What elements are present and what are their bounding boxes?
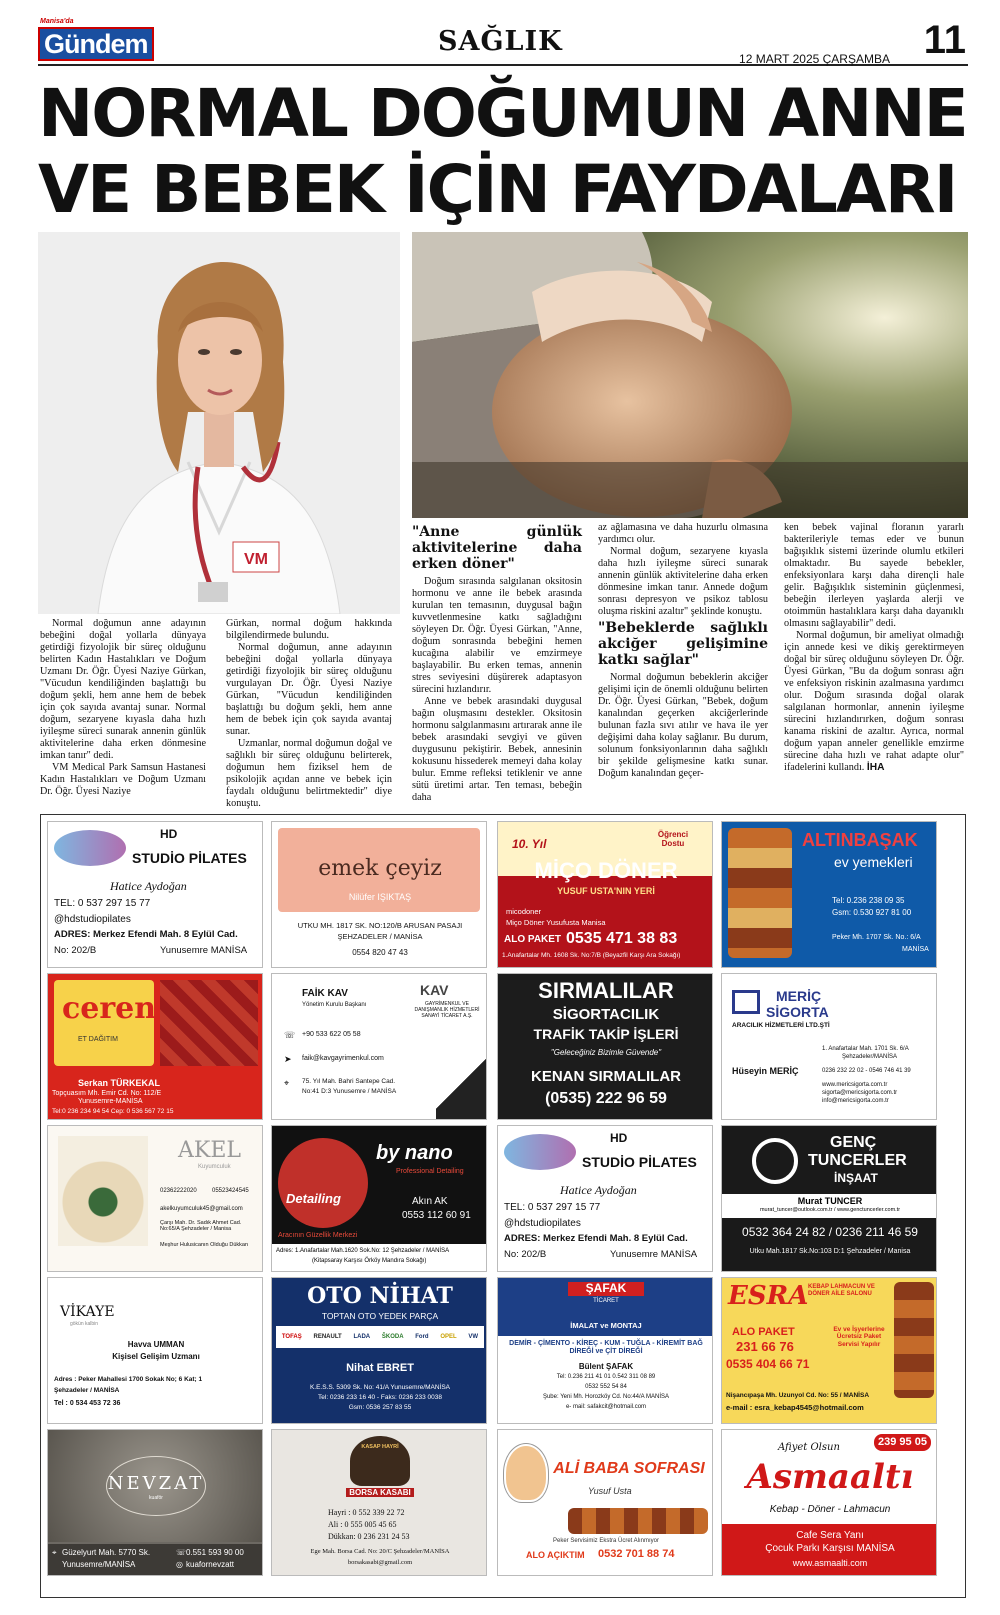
email: akelkuyumculuk45@gmail.com <box>160 1206 243 1212</box>
title-2: TUNCERLER <box>808 1152 907 1169</box>
address: Çarşı Mah. Dr. Sadık Ahmet Cad. No:65/A Şehzadeler / Manisa <box>160 1220 242 1233</box>
phone-2: 0532 552 54 84 <box>585 1384 627 1390</box>
title: VİKAYE <box>60 1304 115 1320</box>
ad-mico-doner[interactable] <box>497 821 713 968</box>
address: Utku Mah.1817 Sk.No:103 D:1 Şehzadeler / Manisa <box>749 1248 911 1255</box>
pregnancy-illustration <box>412 232 968 518</box>
ad-meric-sigorta[interactable] <box>721 973 937 1120</box>
phone: (0535) 222 96 59 <box>545 1090 667 1107</box>
ribbon: İMALAT ve MONTAJ <box>570 1321 642 1330</box>
address: UTKU MH. 1817 SK. NO:120/B ARUSAN PASAJI <box>297 921 463 930</box>
address: Adres: 1.Anafartalar Mah.1620 Sok.No: 12 Şehzadeler / MANİSA <box>276 1248 450 1254</box>
subtitle: KEBAP LAHMACUN VE DÖNER AİLE SALONU <box>808 1284 875 1297</box>
brand-logos <box>276 1326 484 1348</box>
phone: 239 95 05 <box>874 1434 931 1451</box>
phone: 0.551 593 90 00 <box>186 1548 244 1557</box>
brand: HD <box>160 827 178 841</box>
address: Cafe Sera Yanı <box>796 1530 864 1541</box>
title: SIRMALILAR <box>538 978 674 1003</box>
note: Peker Servisimiz Ekstra Ücret Alınmıyor <box>552 1538 660 1544</box>
product-list: DEMİR - ÇİMENTO - KİREÇ - KUM - TUĞLA - KİREMİT BAĞ DİREĞİ ve ÇİT DİREĞİ <box>509 1340 703 1356</box>
subtitle: gökün kalbin <box>70 1321 99 1327</box>
pilates-logo-icon <box>54 830 126 866</box>
owner: Havva UMMAN <box>127 1340 185 1349</box>
phone-icon: ☏ <box>284 1030 296 1040</box>
brand: HD <box>610 1131 628 1145</box>
city: MANİSA <box>902 946 929 953</box>
facebook: Miço Döner Yusufusta Manisa <box>506 918 606 927</box>
subtitle: Kuyumculuk <box>198 1164 231 1170</box>
email: faik@kavgayrimenkul.com <box>302 1055 384 1062</box>
article-column-2 <box>226 618 392 810</box>
tagline: Afiyet Olsun <box>778 1442 840 1453</box>
address: Şube: Yeni Mh. Horozköy Cd. No:44/A MANİSA <box>542 1394 670 1400</box>
instagram-icon: ◎ <box>176 1560 183 1569</box>
location-icon: ⌖ <box>52 1548 57 1557</box>
logo-tagline: Manisa'da <box>40 18 74 25</box>
address-2: No: 202/B <box>504 1249 547 1260</box>
issue-date: 12 MART 2025 ÇARŞAMBA <box>739 52 890 66</box>
website: www.asmaalti.com <box>792 1558 868 1568</box>
paragraph: Normal doğumun, anne adayının bebeğini doğal yollarla dünyaya getirdiği fizyolojik bir süreç olduğunu vurgulayan Dr. Öğr. Üyesi Naziye Gürkan, "Vücudun kendiliğinden başlattığı bu doğum şekli, hem anne hem de bebek için çok sayıda avantaj sunar. <box>226 642 392 737</box>
paragraph: ken bebek vajinal floranın yararlı bakterileriyle temas eder ve bunun bağışıklık sistemi üzerinde olumlu etkileri olmaktadır. Bu sayede bebekler, enfeksiyonlara karşı daha dirençli hale gelir. Bağışıklık sisteminin güçlenmesi, bebeğin ilerleyen yaşlarda alerji ve otoimmün hastalıklara karşı daha dayanıklı olmasını sağlayabilir" dedi. <box>784 522 964 629</box>
role: Kişisel Gelişim Uzmanı <box>112 1352 200 1361</box>
ad-hd-pilates-2[interactable] <box>497 1125 713 1272</box>
phone-label: ALO PAKET <box>504 934 562 945</box>
phone-icon: ☏ <box>176 1548 187 1557</box>
address-2: Çocuk Parkı Karşısı MANİSA <box>765 1543 895 1554</box>
company: ARACILIK HİZMETLERİ LTD.ŞTİ <box>732 1022 830 1029</box>
email: sigorta@mericsigorta.com.tr <box>822 1090 898 1096</box>
company-logo-icon <box>752 1138 798 1184</box>
company: GAYRİMENKUL VE DANIŞMANLIK HİZMETLERİ SANAYİ TİCARET A.Ş. <box>414 1001 480 1019</box>
subtitle: ET DAĞITIM <box>78 1036 118 1043</box>
subtitle: SİGORTACILIK <box>552 1006 660 1023</box>
address: Peker Mh. 1707 Sk. No.: 6/A <box>832 934 921 941</box>
badge: Öğrenci Dostu <box>657 830 689 849</box>
brand-logo: ŠKODA <box>381 1333 404 1340</box>
article-column-4 <box>598 522 768 780</box>
address: 1. Anafartalar Mah. 1701 Sk. 6/A <box>822 1046 909 1052</box>
ad-akel-kuyumculuk[interactable] <box>47 1125 263 1272</box>
title: GENÇ <box>830 1134 877 1151</box>
social: kuafornevzatt <box>186 1560 235 1569</box>
doctor-illustration <box>38 232 400 614</box>
phone: 0535 471 38 83 <box>566 930 678 947</box>
social: @hdstudiopilates <box>54 914 131 925</box>
subtitle: SİGORTA <box>766 1004 829 1020</box>
paragraph <box>784 630 964 774</box>
address-2: No: 202/B <box>54 945 97 956</box>
city: Şehzadeler/MANİSA <box>842 1054 898 1060</box>
chef-mascot-icon <box>504 1444 548 1502</box>
title: MERİÇ <box>776 988 822 1004</box>
address: 1.Anafartalar Mh. 1608 Sk. No:7/B (Beyazfil Karşı Ara Sokağı) <box>502 952 681 959</box>
title: STUDİO PİLATES <box>582 1154 697 1170</box>
phone-ali: Ali : 0 555 005 45 65 <box>328 1520 397 1529</box>
brand: KAV <box>420 982 449 998</box>
phone: +90 533 622 05 58 <box>302 1031 361 1038</box>
city: ŞEHZADELER / MANİSA <box>337 932 423 941</box>
subtitle: Professional Detailing <box>396 1168 464 1175</box>
paragraph: Normal doğumun bebeklerin akciğer gelişimi için de önemli olduğunu belirten Dr. Öğr. Üyesi Gürkan, "Bebek, doğum kanalından geçerken akciğerlerinde bulunan fazla sıvı atılır ve hava ile yer değişimi daha kolay sağlanır. Bu durum, solunum fonksiyonlarının daha sağlıklı bir şekilde gelişmesine katkı sunar. Doğum kanalından geçer- <box>598 672 768 779</box>
page-number: 11 <box>923 18 966 62</box>
phone: Tel:0 236 234 94 54 Cep: 0 536 567 72 15 <box>52 1108 174 1115</box>
title: ESRA <box>728 1281 809 1311</box>
logo-text: Detailing <box>286 1191 341 1206</box>
title: OTO NİHAT <box>307 1283 453 1309</box>
address-2: (Kitapsaray Karşısı Örköy Mandıra Sokağı) <box>312 1258 427 1264</box>
email: borsakasabi@gmail.com <box>347 1559 413 1566</box>
address: K.E.S.S. 5309 Sk. No: 41/A Yunusemre/MANİSA <box>309 1384 451 1391</box>
paragraph: Normal doğumun anne adayının bebeğini doğal yollarla dünyaya getirdiği fizyolojik bir süreç olduğunu belirten Kadın Hastalıkları ve Doğum Uzmanı Dr. Öğr. Üyesi Naziye Gürkan, "Vücudun kendiliğinden başlattığı bu doğum şekli, hem anne hem de bebek için çok sayıda avantaj sunar. Normal doğum, sezaryene kıyasla daha hızlı iyileşme süreci sunarak annenin günlük aktivitelerine daha erken dönmesine imkan tanır" dedi. <box>40 618 206 761</box>
owner: Hüseyin MERİÇ <box>732 1066 799 1076</box>
ad-emek-ceyiz[interactable] <box>271 821 487 968</box>
name: Hatice Aydoğan <box>560 1183 637 1197</box>
note: Ev ve İşyerlerine Ücretsiz Paket Servisi Yapılır <box>833 1326 885 1348</box>
corner-decoration <box>436 1049 486 1119</box>
title: BORSA KASABI <box>346 1488 414 1497</box>
headline-line-1: NORMAL DOĞUMUN ANNE <box>38 75 967 152</box>
phone: Tel: 0.236 238 09 35 <box>832 896 905 905</box>
ad-vikaye[interactable] <box>47 1277 263 1424</box>
ad-oto-nihat[interactable] <box>271 1277 487 1424</box>
city: Yunusemre-MANİSA <box>78 1098 143 1105</box>
paragraph: Anne ve bebek arasındaki duygusal bağın oluşmasını destekler. Oksitosin hormonu salgılanmasını artırarak anne ile bebek arasındaki sevgiyi ve güven duygusunu pekiştirir. Bebek, annesinin kokusunu hissederek memeyi daha kolay bulur. Emme refleksi tetiklenir ve anne sütü üretimi artar. Ten teması, bebeğin daha <box>412 696 582 803</box>
paragraph: VM Medical Park Samsun Hastanesi Kadın Hastalıkları ve Doğum Uzmanı Dr. Öğr. Üyesi Naziye <box>40 762 206 797</box>
website: www.mericsigorta.com.tr <box>822 1082 888 1088</box>
title: ALİ BABA SOFRASI <box>553 1460 705 1477</box>
title: ceren <box>62 991 157 1026</box>
phone-2: 0535 404 66 71 <box>726 1357 810 1371</box>
title: NEVZAT <box>107 1473 205 1494</box>
subtitle: kuaför <box>149 1495 163 1501</box>
phone-hayri: Hayri : 0 552 339 22 72 <box>328 1508 405 1517</box>
slogan: "Geleceğiniz Bizimle Güvende" <box>550 1048 662 1057</box>
subtitle: Yusuf Usta <box>588 1486 632 1496</box>
name: FAİK KAV <box>302 988 348 999</box>
phone: 0553 112 60 91 <box>402 1210 471 1221</box>
ad-genc-tuncerler[interactable] <box>721 1125 937 1272</box>
send-icon: ➤ <box>284 1054 292 1064</box>
instagram: micodoner <box>506 907 542 916</box>
paragraph: az ağlamasına ve daha huzurlu olmasına yardımcı olur. <box>598 522 768 545</box>
detailing-logo <box>278 1138 368 1228</box>
title: STUDİO PİLATES <box>132 850 247 866</box>
gsm: Gsm: 0536 257 83 55 <box>348 1404 412 1411</box>
city: Yunusemre MANİSA <box>160 945 248 956</box>
email-2: info@mericsigorta.com.tr <box>822 1098 889 1104</box>
phone-shop: Dükkan: 0 236 231 24 53 <box>328 1532 410 1541</box>
title: by nano <box>376 1142 453 1164</box>
article-column-1 <box>40 618 206 798</box>
address: Ege Mah. Borsa Cad. No: 20/C Şehzadeler/MANİSA <box>310 1548 450 1555</box>
ad-borsa-kasabi[interactable] <box>271 1429 487 1576</box>
phone: Tel: 0.236 211 41 01 0.542 311 08 89 <box>556 1374 656 1380</box>
city: Yunusemre/MANİSA <box>62 1560 136 1569</box>
brand-logo: RENAULT <box>313 1333 342 1340</box>
subtitle: ev yemekleri <box>834 854 913 870</box>
email: e- mail: safakcit@hotmail.com <box>565 1404 647 1410</box>
social: @hdstudiopilates <box>504 1218 581 1229</box>
phone: TEL: 0 537 297 15 77 <box>504 1202 601 1213</box>
section-title: SAĞLIK <box>438 26 563 57</box>
subtitle-2: TRAFİK TAKİP İŞLERİ <box>533 1026 679 1042</box>
paragraph: Gürkan, normal doğum hakkında bilgilendirmede bulundu. <box>226 618 392 641</box>
subtitle: YUSUF USTA'NIN YERİ <box>557 886 655 896</box>
title: AKEL <box>178 1138 241 1163</box>
article-column-5 <box>784 522 964 774</box>
brand-logo: LADA <box>353 1333 371 1340</box>
phone-2: 05523424545 <box>212 1188 249 1194</box>
ad-esra-kebap[interactable] <box>721 1277 937 1424</box>
ad-ceren-et[interactable] <box>47 973 263 1120</box>
subheading-2: "Bebeklerde sağlıklı akciğer gelişimine katkı sağlar" <box>598 620 768 668</box>
anniversary: 10. Yıl <box>512 837 547 851</box>
phone: 0236 232 22 02 - 0546 746 41 39 <box>822 1068 911 1074</box>
vm-badge: VM <box>244 551 268 568</box>
paragraph-text: Normal doğumun, bir ameliyat olmadığı için annede kesi ve dikiş gerektirmeyen doğal bir süreç olduğunu söyleyen Dr. Öğr. Üyesi Gürkan, "Bu da doğum sonrası ağrı ve enfeksiyon riskinin azalmasına yardımcı olur. Doğum sırasında doğal olarak salgılanan hormonlar, annenin iyileşme sürecini hızlandırırken, doğum sonrası kanama riskini de azaltır. Ayrıca, normal doğum yapan anneler genellikle emzirme sürecine daha hızlı ve rahat adapte olur" ifadelerini kullandı. <box>784 630 964 773</box>
email: e-mail : esra_kebap4545@hotmail.com <box>726 1403 864 1412</box>
phone: 02362222020 <box>160 1188 197 1194</box>
name: Hatice Aydoğan <box>110 879 187 893</box>
ad-ali-baba-sofrasi[interactable] <box>497 1429 713 1576</box>
owner: Akın AK <box>412 1196 448 1207</box>
ad-sirmalilar[interactable] <box>497 973 713 1120</box>
address: ADRES: Merkez Efendi Mah. 8 Eylül Cad. <box>54 929 238 940</box>
subtitle: TOPTAN OTO YEDEK PARÇA <box>321 1311 439 1321</box>
ad-faik-kav[interactable] <box>271 973 487 1120</box>
ad-safak-ticaret[interactable] <box>497 1277 713 1424</box>
city: Yunusemre MANİSA <box>610 1249 698 1260</box>
owner: Nihat EBRET <box>346 1362 414 1374</box>
meric-logo-icon <box>732 990 760 1014</box>
phone-label: ALO PAKET <box>732 1326 795 1338</box>
article-column-3 <box>412 522 582 804</box>
title: emek çeyiz <box>318 856 442 881</box>
title: ŞAFAK <box>568 1282 644 1296</box>
owner: Bülent ŞAFAK <box>578 1362 634 1371</box>
headline-line-2: VE BEBEK İÇİN FAYDALARI <box>38 151 957 228</box>
owner: Serkan TÜRKEKAL <box>78 1078 161 1088</box>
location-icon: ⌖ <box>284 1078 290 1088</box>
phone: 0532 364 24 82 / 0236 211 46 59 <box>742 1225 918 1239</box>
food-photos <box>728 828 792 958</box>
title: Asmaaltı <box>746 1457 914 1497</box>
ad-asmaalti[interactable] <box>721 1429 937 1576</box>
ad-nevzat-kuafor[interactable] <box>47 1429 263 1576</box>
role: Yönetim Kurulu Başkanı <box>302 1002 367 1008</box>
phone: TEL: 0 537 297 15 77 <box>54 898 151 909</box>
meat-photo <box>160 980 258 1066</box>
owner: KENAN SIRMALILAR <box>531 1068 681 1085</box>
brand-logo: Ford <box>415 1333 429 1340</box>
jewelry-photo <box>58 1136 148 1246</box>
masthead <box>38 14 968 66</box>
agency-credit: İHA <box>866 762 885 773</box>
city: Şehzadeler / MANİSA <box>54 1387 120 1394</box>
phone: Tel: 0236 233 16 40 - Faks: 0236 233 0038 <box>318 1394 442 1401</box>
pregnancy-photo <box>412 232 968 518</box>
subtitle: İNŞAAT <box>834 1171 878 1185</box>
brand-logo: TOFAŞ <box>281 1333 302 1340</box>
gsm: Gsm: 0.530 927 81 00 <box>832 908 912 917</box>
ad-by-nano[interactable] <box>271 1125 487 1272</box>
paragraph: Uzmanlar, normal doğumun doğal ve sağlıklı bir süreç olduğunu belirterek, doğumun hem fiziksel hem de psikolojik açıdan anne ve bebek için faydalı olduğunu belirtmektedir" diye konuştu. <box>226 738 392 809</box>
brand-logo: VW <box>468 1333 479 1340</box>
title: ALTINBAŞAK <box>802 830 918 850</box>
phone-label: ALO AÇIKTIM <box>526 1550 585 1560</box>
food-photos <box>894 1282 934 1398</box>
owner: Nilüfer IŞIKTAŞ <box>348 892 412 902</box>
address: Güzelyurt Mah. 5770 Sk. <box>62 1548 151 1557</box>
ad-altinbasak[interactable] <box>721 821 937 968</box>
address: Nişancıpaşa Mh. Uzunyol Cd. No: 55 / MANİSA <box>726 1392 870 1399</box>
address: Topçuasım Mh. Emir Cd. No: 112/E <box>52 1090 162 1097</box>
ad-hd-pilates-1[interactable] <box>47 821 263 968</box>
web: murat_tuncer@outlook.com.tr / www.genctuncerler.com.tr <box>759 1207 901 1213</box>
brand-logo: OPEL <box>440 1333 457 1340</box>
slogan: Aracının Güzellik Merkezi <box>278 1232 358 1239</box>
owner: Murat TUNCER <box>797 1196 863 1206</box>
food-photo <box>568 1508 708 1534</box>
address: Adres : Peker Mahallesi 1700 Sokak No; 6 Kat; 1 <box>54 1376 203 1383</box>
top-label: KASAP HAYRİ <box>361 1444 399 1450</box>
doctor-photo <box>38 232 400 614</box>
subheading-1: "Anne günlük aktivitelerine daha erken döner" <box>412 524 582 572</box>
subtitle: Kebap - Döner - Lahmacun <box>769 1504 891 1515</box>
address: 75. Yıl Mah. Bahri Santepe Cad. <box>302 1078 396 1085</box>
article-headline <box>38 76 968 228</box>
paragraph: Doğum sırasında salgılanan oksitosin hormonu ve anne ile bebek arasında kurulan ten temasının, duygusal bağın kuvvetlenmesine katkı sağladığını söyleyen Dr. Öğr. Üyesi Gürkan, "Anne, doğum sonrasında bebeğini hemen kucağına alabilir ve emzirmeye başlayabilir. Bu erken temas, annenin stres seviyesini düşürerek adaptasyon sürecini hızlandırır. <box>412 576 582 695</box>
address: ADRES: Merkez Efendi Mah. 8 Eylül Cad. <box>504 1233 688 1244</box>
title: MİÇO DÖNER <box>534 858 678 883</box>
note: Meşhur Hulusicanın Olduğu Dükkan <box>160 1242 249 1248</box>
advertisement-grid <box>40 814 966 1598</box>
phone: 0532 701 88 74 <box>598 1548 675 1560</box>
phone: 0554 820 47 43 <box>352 948 408 957</box>
address-2: No:41 D:3 Yunusemre / MANİSA <box>302 1088 397 1095</box>
newspaper-logo[interactable] <box>38 18 150 58</box>
phone: Tel : 0 534 453 72 36 <box>54 1400 121 1407</box>
pilates-logo-icon <box>504 1134 576 1170</box>
subtitle: TİCARET <box>593 1298 619 1304</box>
phone: 231 66 76 <box>736 1339 794 1354</box>
logo-wordmark: Gündem <box>38 27 154 61</box>
paragraph: Normal doğum, sezaryene kıyasla daha hızlı iyileşme süreci sunarak annenin günlük aktivitelerine daha erken dönmesine imkan tanır. Annede doğum sonrası depresyon ve psikoz tablosu oluşma riskini azaltır" şeklinde konuştu. <box>598 546 768 617</box>
